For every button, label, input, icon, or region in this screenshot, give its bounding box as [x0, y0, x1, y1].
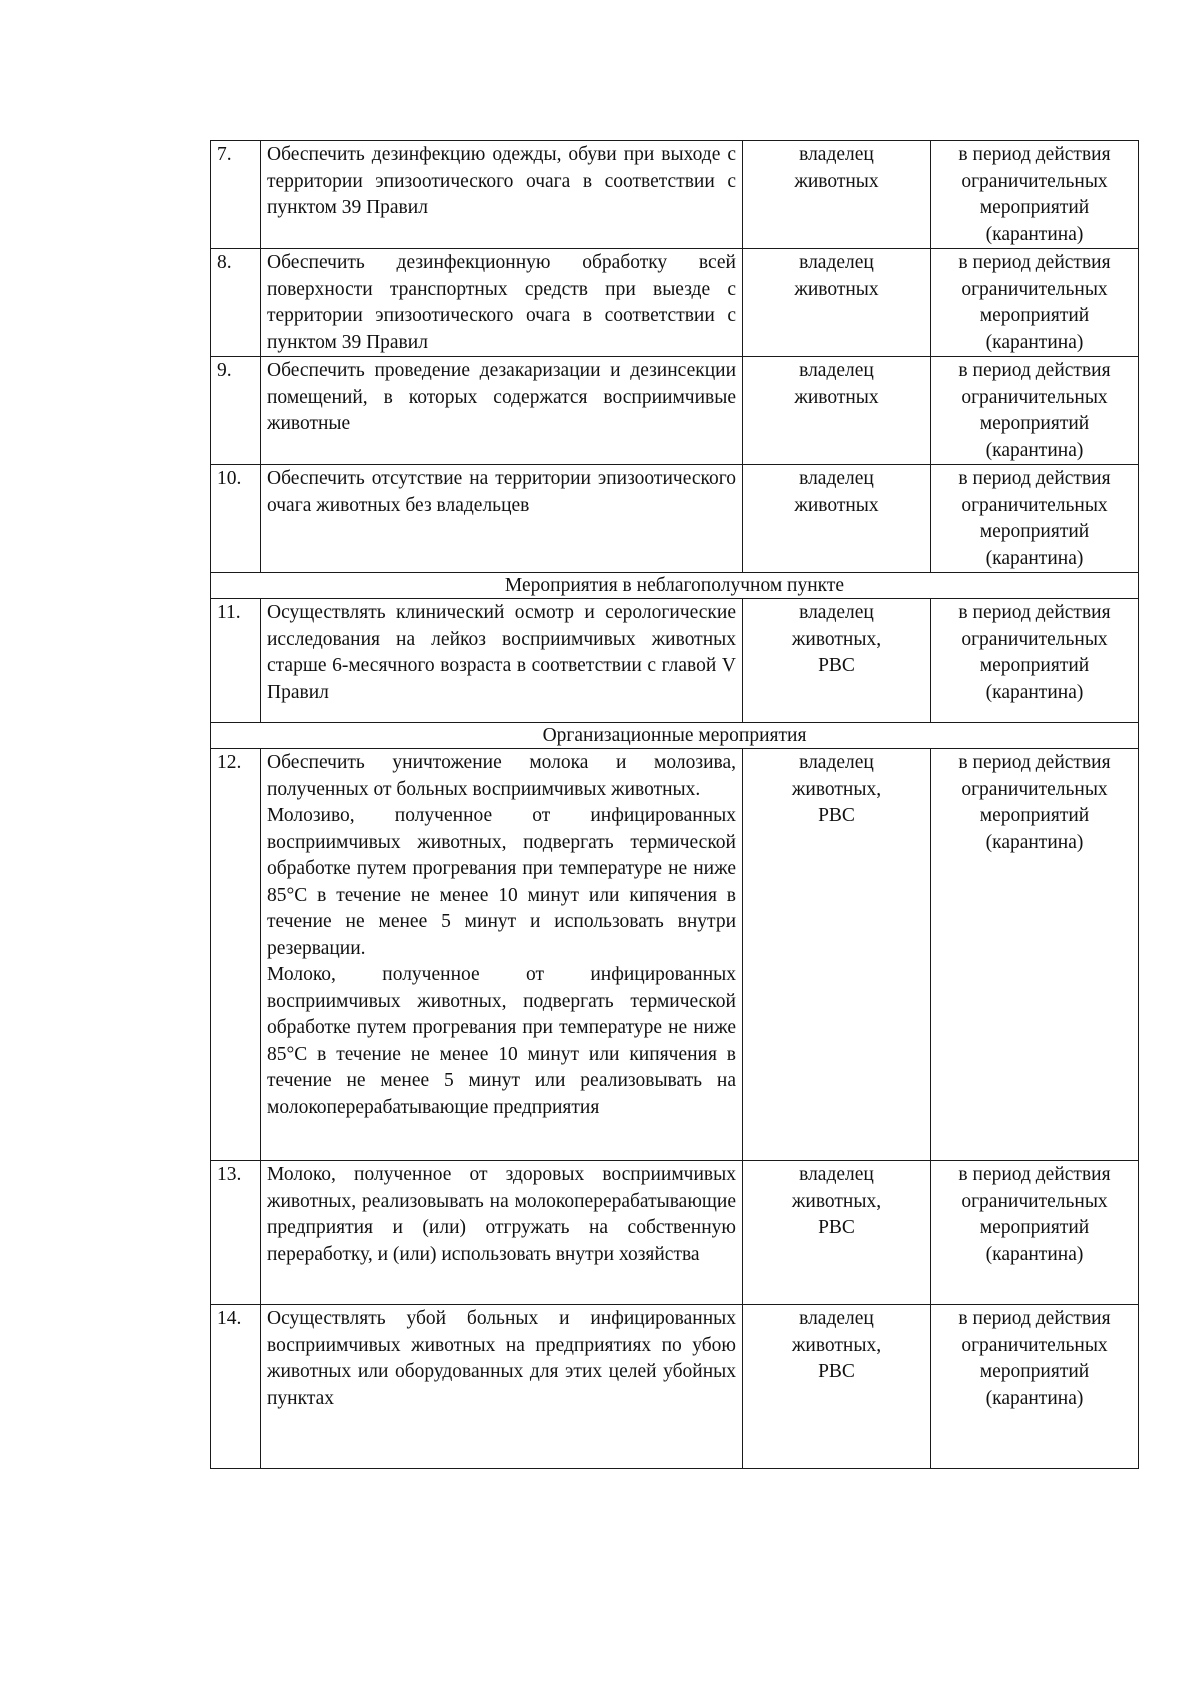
responsible-line: животных — [794, 278, 879, 300]
responsible-line: владелец — [799, 144, 874, 165]
action-cell — [261, 1305, 743, 1469]
term-cell — [931, 1305, 1139, 1469]
responsible-line: РВС — [818, 655, 855, 676]
responsible-line: животных, — [791, 628, 882, 650]
action-paragraph: Молоко, полученное от здоровых восприимчивых животных, реализовывать на молокоперерабатывающие предприятия и (или) отгружать на собственную переработку, и (или) использовать внутри хозяйства — [267, 1164, 736, 1265]
item-number: 9. — [211, 357, 261, 465]
responsible-cell — [743, 141, 931, 249]
action-paragraph: Обеспечить отсутствие на территории эпизоотического очага животных без владельцев — [267, 468, 736, 516]
action-cell — [261, 357, 743, 465]
responsible-line: животных, — [791, 778, 882, 800]
item-number: 7. — [211, 141, 261, 249]
responsible-line: владелец — [799, 1164, 874, 1185]
term-line: мероприятий — [979, 305, 1090, 326]
term-line: (карантина) — [985, 681, 1084, 703]
term-cell — [931, 1161, 1139, 1305]
table-row — [211, 357, 1139, 465]
responsible-line: животных — [794, 170, 879, 192]
term-line: (карантина) — [985, 831, 1084, 853]
table-row — [211, 1305, 1139, 1469]
section-header-row — [211, 723, 1139, 749]
item-number: 12. — [211, 749, 261, 1161]
responsible-line: животных — [794, 494, 879, 516]
measures-table — [210, 140, 1139, 1469]
table-row — [211, 465, 1139, 573]
action-paragraph: Обеспечить дезинфекцию одежды, обуви при выходе с территории эпизоотического очага в соответствии с пунктом 39 Правил — [267, 144, 736, 218]
responsible-line: РВС — [818, 1361, 855, 1382]
action-paragraph: Молоко, полученное от инфицированных восприимчивых животных, подвергать термической обработке путем прогревания при температуре не ниже 85°С в течение не менее 10 минут или кипячения в течение не менее 5 минут или реализовывать на молокоперерабатывающие предприятия — [267, 964, 736, 1118]
term-line: в период действия — [958, 144, 1111, 165]
responsible-line: владелец — [799, 468, 874, 489]
term-cell — [931, 465, 1139, 573]
section-header-row — [211, 573, 1139, 599]
item-number: 8. — [211, 249, 261, 357]
action-paragraph: Осуществлять убой больных и инфицированных восприимчивых животных на предприятиях по убою животных или оборудованных для этих целей убойных пунктах — [267, 1308, 736, 1409]
responsible-line: животных — [794, 386, 879, 408]
term-line: ограничительных — [961, 170, 1108, 192]
term-line: ограничительных — [961, 278, 1108, 300]
term-line: мероприятий — [979, 197, 1090, 218]
term-cell — [931, 599, 1139, 723]
responsible-line: владелец — [799, 1308, 874, 1329]
responsible-line: владелец — [799, 602, 874, 623]
term-line: мероприятий — [979, 655, 1090, 676]
responsible-cell — [743, 465, 931, 573]
term-line: ограничительных — [961, 386, 1108, 408]
term-line: в период действия — [958, 1164, 1111, 1185]
item-number: 14. — [211, 1305, 261, 1469]
item-number: 11. — [211, 599, 261, 723]
table-row — [211, 1161, 1139, 1305]
responsible-cell — [743, 249, 931, 357]
responsible-line: животных, — [791, 1190, 882, 1212]
responsible-line: владелец — [799, 252, 874, 273]
responsible-line: владелец — [799, 752, 874, 773]
action-cell — [261, 749, 743, 1161]
action-paragraph: Обеспечить проведение дезакаризации и дезинсекции помещений, в которых содержатся восприимчивые животные — [267, 360, 736, 434]
action-cell — [261, 249, 743, 357]
term-line: ограничительных — [961, 778, 1108, 800]
term-line: ограничительных — [961, 628, 1108, 650]
action-cell — [261, 465, 743, 573]
responsible-cell — [743, 599, 931, 723]
section-title: Мероприятия в неблагополучном пункте — [211, 573, 1139, 599]
responsible-cell — [743, 357, 931, 465]
responsible-line: РВС — [818, 1217, 855, 1238]
term-cell — [931, 357, 1139, 465]
term-line: мероприятий — [979, 521, 1090, 542]
table-row — [211, 599, 1139, 723]
item-number: 10. — [211, 465, 261, 573]
term-cell — [931, 749, 1139, 1161]
action-cell — [261, 1161, 743, 1305]
term-line: в период действия — [958, 468, 1111, 489]
action-cell — [261, 599, 743, 723]
table-row — [211, 249, 1139, 357]
item-number: 13. — [211, 1161, 261, 1305]
term-line: (карантина) — [985, 331, 1084, 353]
responsible-line: РВС — [818, 805, 855, 826]
term-line: мероприятий — [979, 805, 1090, 826]
term-line: (карантина) — [985, 547, 1084, 569]
term-line: ограничительных — [961, 1334, 1108, 1356]
term-line: в период действия — [958, 1308, 1111, 1329]
term-line: в период действия — [958, 360, 1111, 381]
action-paragraph: Обеспечить дезинфекционную обработку всей поверхности транспортных средств при выезде с территории эпизоотического очага в соответствии с пунктом 39 Правил — [267, 252, 736, 353]
term-line: (карантина) — [985, 1243, 1084, 1265]
term-line: в период действия — [958, 752, 1111, 773]
action-paragraph: Осуществлять клинический осмотр и серологические исследования на лейкоз восприимчивых животных старше 6-месячного возраста в соответствии с главой V Правил — [267, 602, 736, 703]
term-line: мероприятий — [979, 1217, 1090, 1238]
term-cell — [931, 249, 1139, 357]
responsible-cell — [743, 1305, 931, 1469]
responsible-cell — [743, 1161, 931, 1305]
action-paragraph: Молозиво, полученное от инфицированных восприимчивых животных, подвергать термической обработке путем прогревания при температуре не ниже 85°С в течение не менее 10 минут или кипячения в течение не менее 5 минут и использовать внутри резервации. — [267, 805, 736, 959]
term-line: (карантина) — [985, 439, 1084, 461]
term-line: мероприятий — [979, 1361, 1090, 1382]
responsible-line: владелец — [799, 360, 874, 381]
action-paragraph: Обеспечить уничтожение молока и молозива, полученных от больных восприимчивых животных. — [267, 752, 736, 800]
term-line: (карантина) — [985, 1387, 1084, 1409]
term-cell — [931, 141, 1139, 249]
responsible-cell — [743, 749, 931, 1161]
term-line: ограничительных — [961, 494, 1108, 516]
term-line: в период действия — [958, 602, 1111, 623]
term-line: мероприятий — [979, 413, 1090, 434]
table-row — [211, 749, 1139, 1161]
term-line: (карантина) — [985, 223, 1084, 245]
action-cell — [261, 141, 743, 249]
term-line: ограничительных — [961, 1190, 1108, 1212]
section-title: Организационные мероприятия — [211, 723, 1139, 749]
responsible-line: животных, — [791, 1334, 882, 1356]
table-row — [211, 141, 1139, 249]
term-line: в период действия — [958, 252, 1111, 273]
